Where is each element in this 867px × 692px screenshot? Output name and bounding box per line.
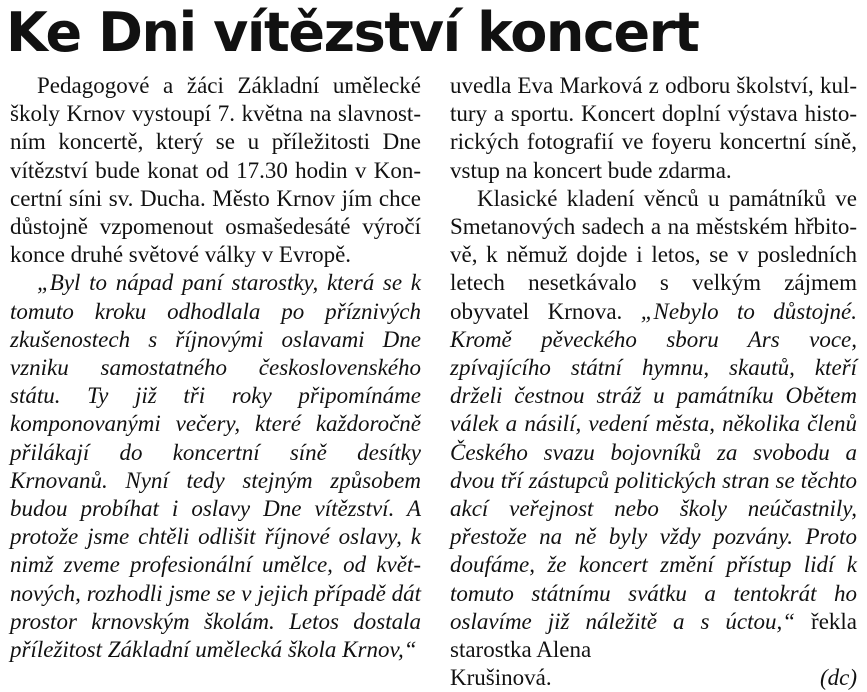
left-column: [10, 72, 421, 664]
attribution-text: řekla starostka Alena: [450, 608, 857, 663]
right-column: [450, 72, 857, 692]
quote-text: „Nebylo to důstojné. Kromě pěveckého sboru Ars voce, zpívajícího státní hymnu, skautů, kteří drželi čestnou stráž u památníku Obětem válek a násilí, vedení města, několika členů Českého svazu bojovníků za svobodu a dvou tří zástupců politických stran se těchto akcí veřejnost nebo školy neúčastnily, přestože na ně byly vždy pozvány. Proto doufáme, že koncert změní přístup lidí k tomuto státnímu svátku a tentokrát ho oslavíme již náležitě a s úctou,“: [450, 298, 857, 634]
author-signature: (dc): [819, 665, 857, 691]
paragraph: [450, 185, 857, 664]
quote-paragraph: „Byl to nápad paní starostky, která se k tomuto kroku odhodlala po příznivých zkušenostech s říjnovými oslavami Dne vzniku samostatného československého státu. Ty již tři roky připomínáme komponovanými večery, které každoročně přilákají do koncertní síně desítky Krnovanů. Nyní tedy stejným způsobem budou probíhat i oslavy Dne vítězství. A protože jsme chtěli odlišit říjnové oslavy, k nimž zveme profesionální umělce, od květnových, rozhodli jsme se v jejich případě dát prostor krnovským školám. Letos dostala příležitost Základní umělecká škola Krnov,“: [10, 270, 421, 663]
attribution-name: Krušinová.: [450, 665, 552, 691]
paragraph: Pedagogové a žáci Základní umělecké školy Krnov vystoupí 7. května na slavnostním koncertě, který se u příležitosti Dne vítězství bude konat od 17.30 hodin v Koncertní síni sv. Ducha. Město Krnov jím chce důstojně vzpomenout osmašedesáté výročí konce druhé světové války v Evropě.: [10, 73, 421, 268]
paragraph-lead: Klasické kladení věnců u památníků ve Smetanových sadech a na městském hřbitově, k němuž dojde i letos, se v posledních letech nesetkávalo s velkým zájmem obyvatel Krnova.: [450, 185, 857, 324]
headline: Ke Dni vítězství koncert: [6, 1, 699, 64]
closing-line: [450, 664, 857, 692]
paragraph-continued: uvedla Eva Marková z odboru školství, kultury a sportu. Koncert doplní výstava historických fotografií ve foyeru koncertní síně, vstup na koncert bude zdarma.: [450, 73, 857, 183]
